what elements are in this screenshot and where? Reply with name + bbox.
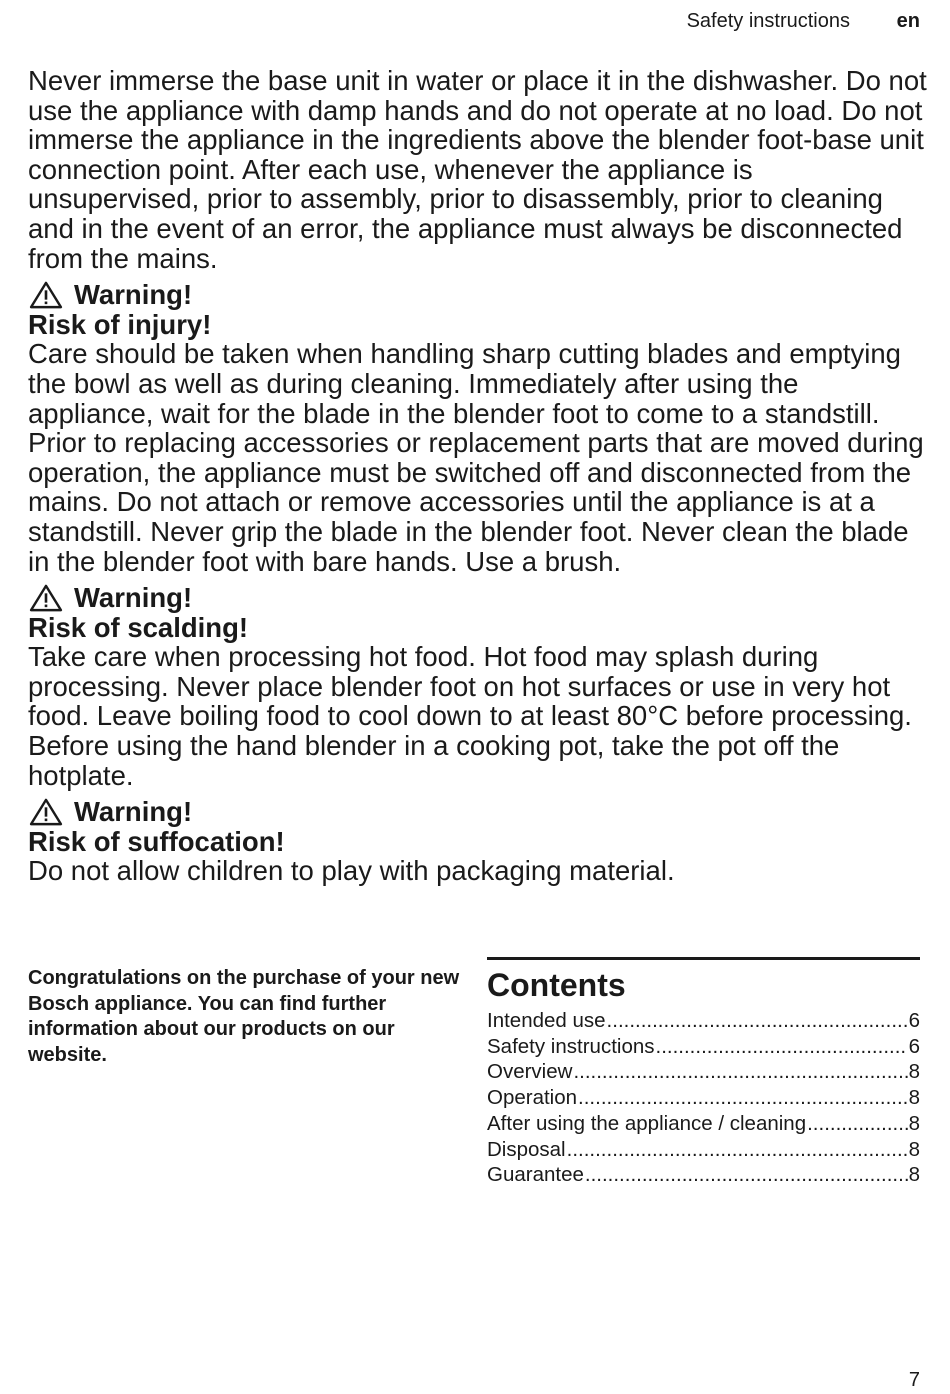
- congratulations-text: Congratulations on the purchase of your new Bosch appliance. You can find further information about our products on our website.: [28, 967, 460, 1066]
- warning-subtitle: Risk of suffocation!: [28, 825, 285, 857]
- warning-text: Care should be taken when handling sharp cutting blades and emptying the bowl as well as during cleaning. Immediately after using the appliance, wait for the blade in the blender foot to come to a standstill. Prior to replacing accessories or replacement parts that are moved during operation, the appliance must be switched off and disconnected from the mains. Do not attach or remove accessories until the appliance is at a standstill. Never grip the blade in the blender foot. Never clean the blade in the blender foot with bare hands. Use a brush.: [28, 338, 924, 577]
- warning-heading: [28, 280, 928, 310]
- warning-triangle-icon: [28, 798, 64, 826]
- table-of-contents: [487, 957, 920, 1188]
- toc-item-label: Operation: [487, 1086, 578, 1110]
- toc-item-label: Guarantee: [487, 1163, 584, 1187]
- page-number: 7: [908, 1369, 920, 1391]
- toc-item-guarantee[interactable]: [487, 1162, 920, 1188]
- toc-item-page: 8: [908, 1060, 920, 1084]
- warning-title: Warning!: [74, 582, 193, 614]
- warning-title: Warning!: [74, 279, 193, 311]
- toc-item-page: 8: [908, 1163, 920, 1187]
- warning-title: Warning!: [74, 796, 193, 828]
- warning-subtitle: Risk of scalding!: [28, 611, 249, 643]
- toc-leader-dots: [807, 1111, 907, 1137]
- warning-suffocation: [28, 797, 928, 886]
- toc-item-label: Safety instructions: [487, 1034, 655, 1058]
- toc-list: [487, 1008, 920, 1188]
- toc-leader-dots: [656, 1034, 908, 1060]
- toc-leader-dots: [573, 1059, 907, 1085]
- intro-paragraph: Never immerse the base unit in water or place it in the dishwasher. Do not use the appliance with damp hands and do not operate at no load. Do not immerse the appliance in the ingredients above the blender foot-base unit connection point. After each use, whenever the appliance is unsupervised, prior to assembly, prior to disassembly, prior to cleaning and in the event of an error, the appliance must always be disconnected from the mains.: [28, 65, 927, 274]
- warning-triangle-icon: [28, 281, 64, 309]
- toc-item-disposal[interactable]: [487, 1137, 920, 1163]
- warning-triangle-icon: [28, 584, 64, 612]
- contents-title: Contents: [487, 967, 626, 1003]
- header-language: en: [896, 10, 920, 32]
- toc-item-label: Intended use: [487, 1009, 606, 1032]
- toc-item-label: After using the appliance / cleaning: [487, 1111, 807, 1135]
- page-header: [0, 8, 950, 36]
- header-section-title: Safety instructions: [686, 10, 850, 32]
- toc-item-page: 8: [908, 1137, 920, 1161]
- toc-item-label: Disposal: [487, 1137, 566, 1161]
- toc-item-cleaning[interactable]: [487, 1111, 920, 1137]
- safety-instructions-body: [28, 66, 928, 886]
- toc-item-page: 6: [908, 1034, 920, 1058]
- warning-subtitle: Risk of injury!: [28, 308, 212, 340]
- toc-leader-dots: [578, 1085, 908, 1111]
- warning-injury: [28, 280, 928, 576]
- warning-text: Take care when processing hot food. Hot food may splash during processing. Never place blender foot on hot surfaces or use in very hot food. Leave boiling food to cool down to at least 80°C before processing. Before using the hand blender in a cooking pot, take the pot off the hotplate.: [28, 641, 912, 791]
- warning-scalding: [28, 583, 928, 790]
- toc-item-page: 6: [908, 1009, 920, 1032]
- warning-heading: [28, 797, 928, 827]
- toc-item-safety-instructions[interactable]: [487, 1034, 920, 1060]
- toc-item-page: 8: [908, 1086, 920, 1110]
- toc-item-operation[interactable]: [487, 1085, 920, 1111]
- warning-heading: [28, 583, 928, 613]
- toc-item-page: 8: [908, 1111, 920, 1135]
- warning-text: Do not allow children to play with packaging material.: [28, 855, 675, 887]
- toc-leader-dots: [567, 1137, 908, 1163]
- toc-leader-dots: [607, 1008, 908, 1034]
- toc-item-overview[interactable]: [487, 1059, 920, 1085]
- toc-leader-dots: [585, 1162, 908, 1188]
- toc-item-label: Overview: [487, 1060, 573, 1084]
- toc-item-intended-use[interactable]: [487, 1008, 920, 1034]
